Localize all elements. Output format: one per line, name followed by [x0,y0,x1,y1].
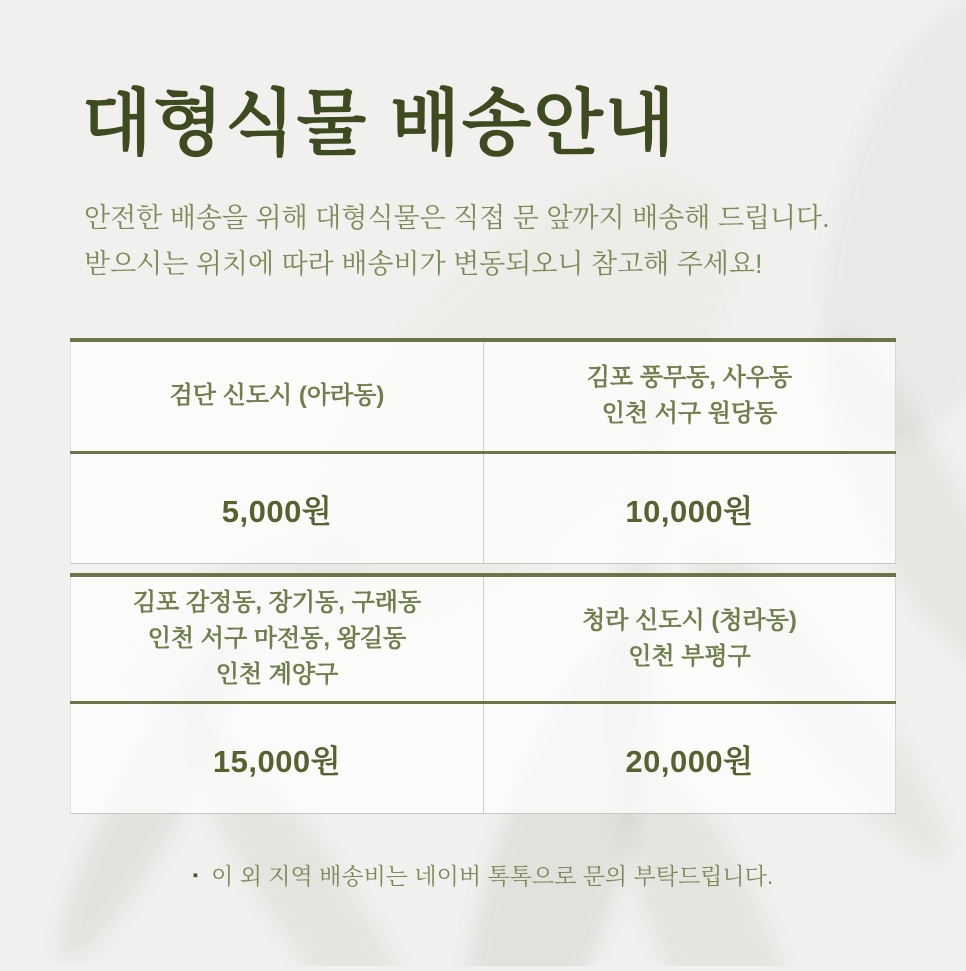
region-line: 인천 계양구 [215,660,339,688]
subtitle [84,195,896,288]
page-title: 대형식물 배송안내 [82,84,677,164]
price-value: 15,000원 [212,743,342,779]
region-cell [70,577,483,701]
region-cell [483,577,896,701]
footnote-text: 이 외 지역 배송비는 네이버 톡톡으로 문의 부탁드립니다. [211,862,774,889]
fee-group-1 [70,338,896,564]
price-value: 20,000원 [625,743,754,779]
region-line: 인천 서구 마전동, 왕길동 [147,624,407,652]
price-cell [70,454,483,563]
price-row [70,704,896,813]
price-cell [483,454,896,563]
region-line: 검단 신도시 (아라동) [169,382,385,409]
region-line: 청라 신도시 (청라동) [582,606,797,634]
subtitle-line-2: 받으시는 위치에 따라 배송비가 변동되오니 참고해 주세요! [84,249,763,280]
region-line: 인천 부평구 [628,642,751,670]
price-cell [483,704,896,813]
price-row [70,454,896,563]
region-header-row [70,342,896,454]
price-value: 10,000원 [625,493,754,529]
fee-group-2 [70,573,896,814]
price-cell [70,704,483,813]
fee-table [70,338,896,814]
region-line: 인천 서구 원당동 [601,400,778,427]
region-header-row [70,577,896,704]
price-value: 5,000원 [221,493,333,529]
region-cell [483,342,896,451]
region-line: 김포 감정동, 장기동, 구래동 [132,588,422,616]
square-bullet-icon: ▪ [192,866,199,884]
region-cell [70,342,483,451]
region-line: 김포 풍무동, 사우동 [586,364,793,391]
footnote [70,858,896,891]
subtitle-line-1: 안전한 배송을 위해 대형식물은 직접 문 앞까지 배송해 드립니다. [84,202,830,233]
